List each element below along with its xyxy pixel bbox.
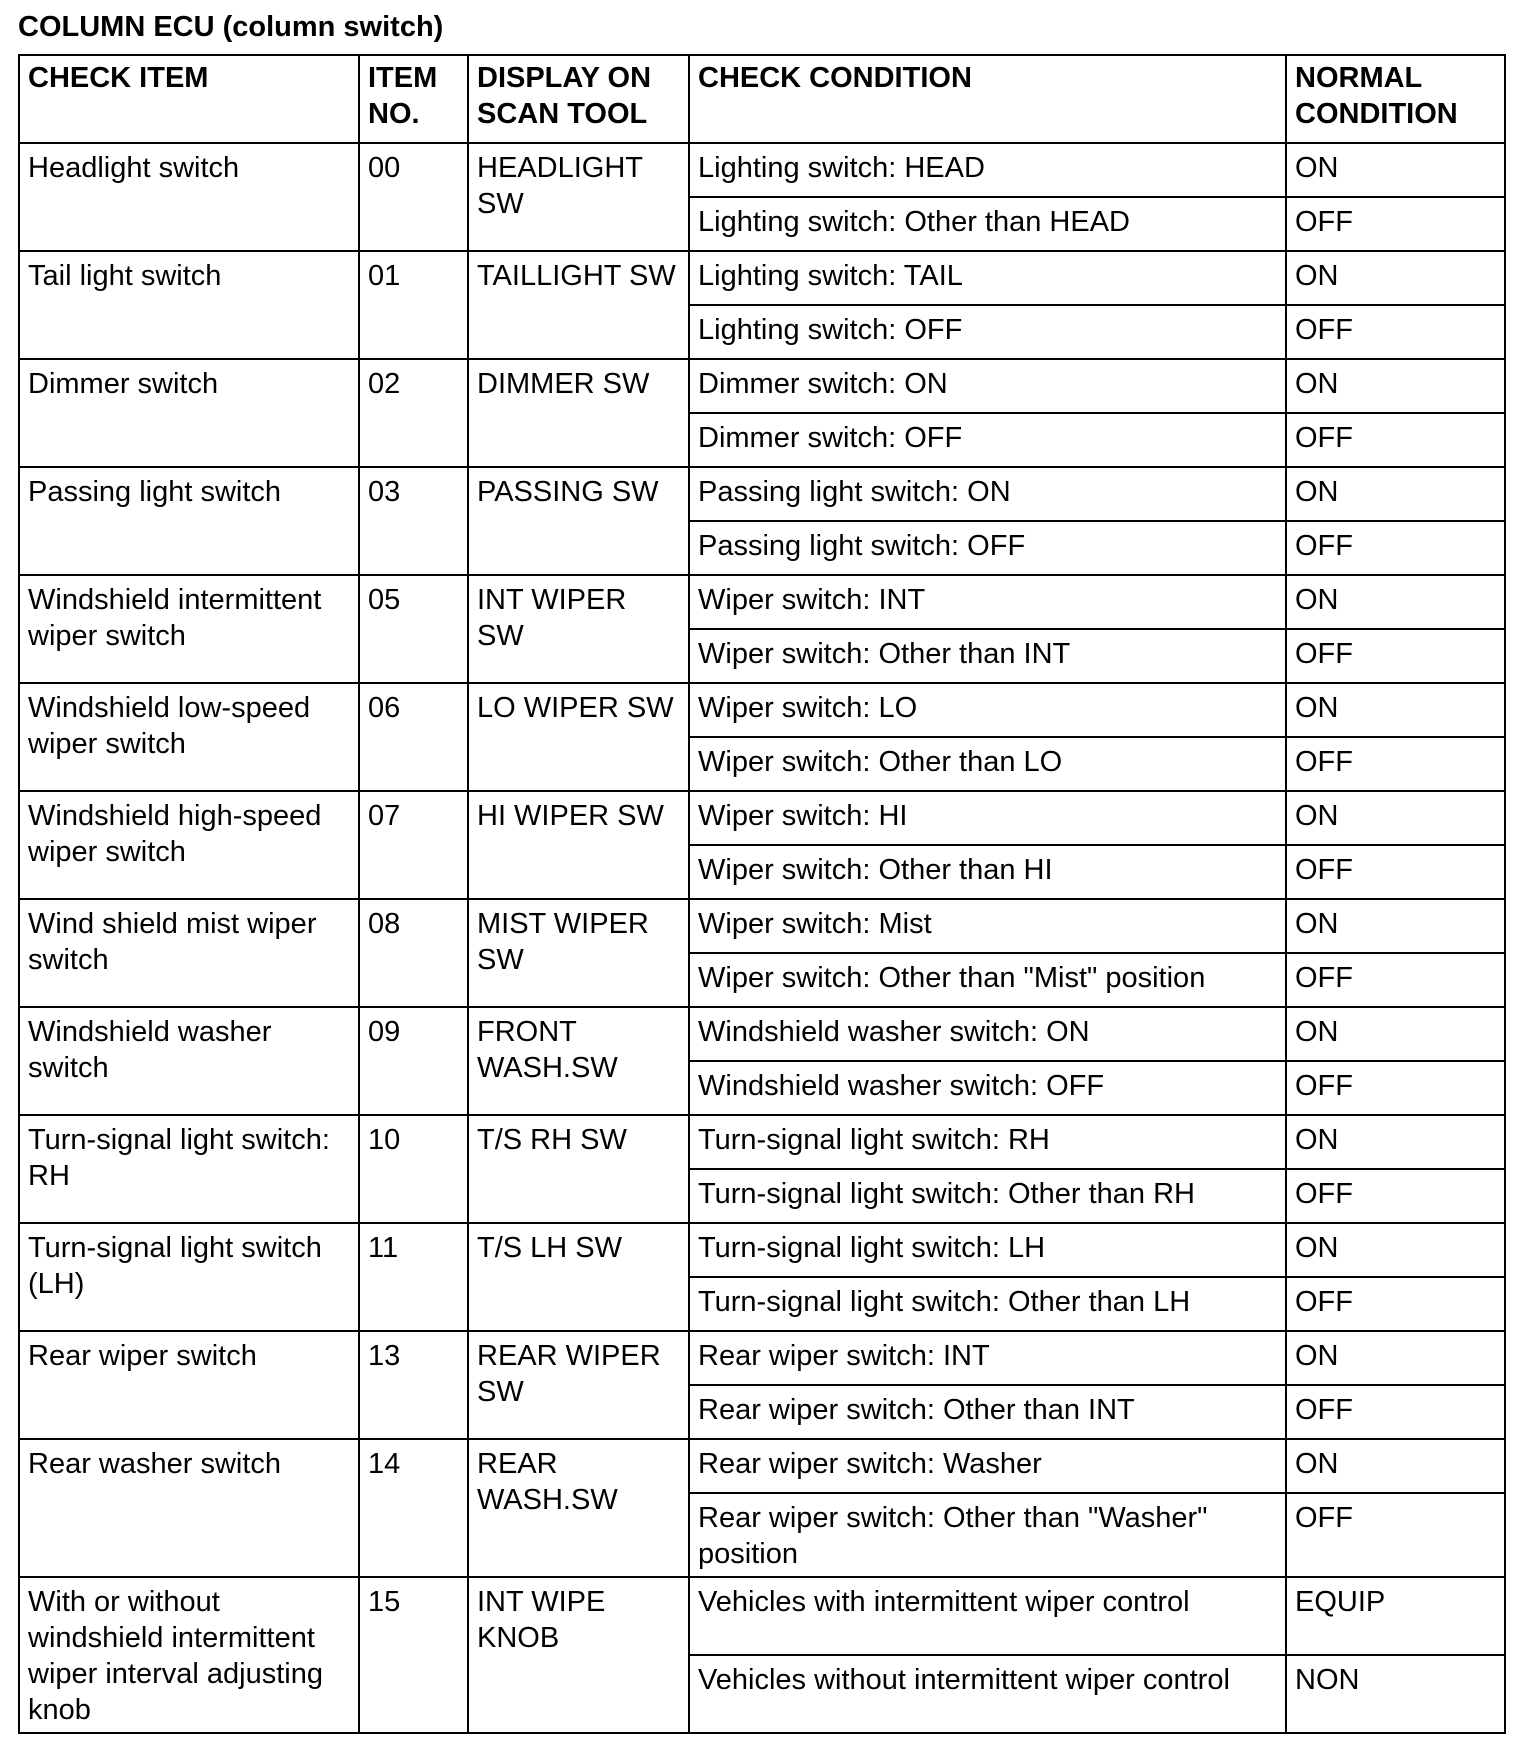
normal-condition-cell: OFF [1286,953,1505,1007]
display-cell: HEADLIGHT SW [468,143,689,251]
check-condition-cell: Lighting switch: OFF [689,305,1286,359]
table-row [19,359,1505,413]
display-cell: REAR WIPER SW [468,1331,689,1439]
normal-condition-cell: ON [1286,1439,1505,1493]
check-item-cell: Windshield low-speed wiper switch [19,683,359,791]
table-row [19,791,1505,845]
display-cell: FRONT WASH.SW [468,1007,689,1115]
header-item-no: ITEM NO. [359,55,468,143]
display-cell: LO WIPER SW [468,683,689,791]
table-row [19,1577,1505,1655]
check-condition-cell: Rear wiper switch: Other than INT [689,1385,1286,1439]
check-item-cell: Windshield intermittent wiper switch [19,575,359,683]
normal-condition-cell: ON [1286,1331,1505,1385]
normal-condition-cell: OFF [1286,1169,1505,1223]
check-condition-cell: Rear wiper switch: Other than "Washer" position [689,1493,1286,1577]
table-row [19,575,1505,629]
check-item-cell: Windshield high-speed wiper switch [19,791,359,899]
normal-condition-cell: ON [1286,1007,1505,1061]
normal-condition-cell: OFF [1286,1493,1505,1577]
normal-condition-cell: OFF [1286,413,1505,467]
check-item-cell: Headlight switch [19,143,359,251]
item-no-cell: 14 [359,1439,468,1577]
item-no-cell: 08 [359,899,468,1007]
item-no-cell: 06 [359,683,468,791]
display-cell: T/S LH SW [468,1223,689,1331]
display-cell: PASSING SW [468,467,689,575]
normal-condition-cell: EQUIP [1286,1577,1505,1655]
check-item-cell: Tail light switch [19,251,359,359]
display-cell: HI WIPER SW [468,791,689,899]
display-cell: REAR WASH.SW [468,1439,689,1577]
header-check-condition: CHECK CONDITION [689,55,1286,143]
table-row [19,1007,1505,1061]
normal-condition-cell: ON [1286,899,1505,953]
item-no-cell: 09 [359,1007,468,1115]
normal-condition-cell: ON [1286,251,1505,305]
check-condition-cell: Dimmer switch: ON [689,359,1286,413]
normal-condition-cell: ON [1286,1223,1505,1277]
item-no-cell: 15 [359,1577,468,1733]
display-cell: MIST WIPER SW [468,899,689,1007]
normal-condition-cell: OFF [1286,845,1505,899]
display-cell: INT WIPER SW [468,575,689,683]
check-condition-cell: Wiper switch: LO [689,683,1286,737]
table-row [19,683,1505,737]
check-condition-cell: Dimmer switch: OFF [689,413,1286,467]
normal-condition-cell: OFF [1286,629,1505,683]
check-item-cell: Turn-signal light switch (LH) [19,1223,359,1331]
document [18,8,1504,1734]
check-item-cell: Wind shield mist wiper switch [19,899,359,1007]
check-item-cell: Dimmer switch [19,359,359,467]
normal-condition-cell: OFF [1286,197,1505,251]
page-title: COLUMN ECU (column switch) [18,11,444,43]
check-condition-cell: Wiper switch: HI [689,791,1286,845]
normal-condition-cell: OFF [1286,1277,1505,1331]
table-row [19,251,1505,305]
item-no-cell: 07 [359,791,468,899]
check-condition-cell: Turn-signal light switch: RH [689,1115,1286,1169]
check-condition-cell: Rear wiper switch: Washer [689,1439,1286,1493]
check-condition-cell: Rear wiper switch: INT [689,1331,1286,1385]
check-item-cell: With or without windshield intermittent wiper interval adjusting knob [19,1577,359,1733]
header-display: DISPLAY ON SCAN TOOL [468,55,689,143]
table-row [19,899,1505,953]
check-condition-cell: Wiper switch: INT [689,575,1286,629]
check-item-cell: Turn-signal light switch: RH [19,1115,359,1223]
check-condition-cell: Windshield washer switch: ON [689,1007,1286,1061]
normal-condition-cell: ON [1286,1115,1505,1169]
display-cell: INT WIPE KNOB [468,1577,689,1733]
check-condition-cell: Vehicles without intermittent wiper control [689,1655,1286,1733]
check-condition-cell: Vehicles with intermittent wiper control [689,1577,1286,1655]
normal-condition-cell: OFF [1286,1061,1505,1115]
table-row [19,1223,1505,1277]
table-body [19,143,1505,1733]
item-no-cell: 11 [359,1223,468,1331]
table-row [19,143,1505,197]
check-condition-cell: Lighting switch: Other than HEAD [689,197,1286,251]
table-row [19,467,1505,521]
check-condition-cell: Wiper switch: Other than LO [689,737,1286,791]
item-no-cell: 02 [359,359,468,467]
display-cell: TAILLIGHT SW [468,251,689,359]
item-no-cell: 05 [359,575,468,683]
check-item-cell: Passing light switch [19,467,359,575]
check-item-cell: Rear wiper switch [19,1331,359,1439]
normal-condition-cell: ON [1286,575,1505,629]
check-condition-cell: Wiper switch: Other than HI [689,845,1286,899]
normal-condition-cell: ON [1286,359,1505,413]
normal-condition-cell: ON [1286,467,1505,521]
display-cell: T/S RH SW [468,1115,689,1223]
check-item-cell: Windshield washer switch [19,1007,359,1115]
check-condition-cell: Wiper switch: Other than INT [689,629,1286,683]
check-condition-cell: Turn-signal light switch: Other than LH [689,1277,1286,1331]
item-no-cell: 10 [359,1115,468,1223]
normal-condition-cell: NON [1286,1655,1505,1733]
check-item-cell: Rear washer switch [19,1439,359,1577]
check-condition-cell: Lighting switch: TAIL [689,251,1286,305]
check-table [18,54,1506,1734]
normal-condition-cell: ON [1286,143,1505,197]
check-condition-cell: Passing light switch: ON [689,467,1286,521]
check-condition-cell: Lighting switch: HEAD [689,143,1286,197]
item-no-cell: 01 [359,251,468,359]
normal-condition-cell: OFF [1286,521,1505,575]
item-no-cell: 03 [359,467,468,575]
display-cell: DIMMER SW [468,359,689,467]
header-row [19,55,1505,143]
check-condition-cell: Wiper switch: Mist [689,899,1286,953]
table-row [19,1115,1505,1169]
normal-condition-cell: OFF [1286,1385,1505,1439]
normal-condition-cell: OFF [1286,737,1505,791]
check-condition-cell: Turn-signal light switch: Other than RH [689,1169,1286,1223]
header-normal-condition: NORMAL CONDITION [1286,55,1505,143]
check-condition-cell: Wiper switch: Other than "Mist" position [689,953,1286,1007]
header-check-item: CHECK ITEM [19,55,359,143]
item-no-cell: 00 [359,143,468,251]
normal-condition-cell: ON [1286,791,1505,845]
check-condition-cell: Windshield washer switch: OFF [689,1061,1286,1115]
check-condition-cell: Turn-signal light switch: LH [689,1223,1286,1277]
table-row [19,1331,1505,1385]
table-row [19,1439,1505,1493]
item-no-cell: 13 [359,1331,468,1439]
check-condition-cell: Passing light switch: OFF [689,521,1286,575]
normal-condition-cell: OFF [1286,305,1505,359]
normal-condition-cell: ON [1286,683,1505,737]
